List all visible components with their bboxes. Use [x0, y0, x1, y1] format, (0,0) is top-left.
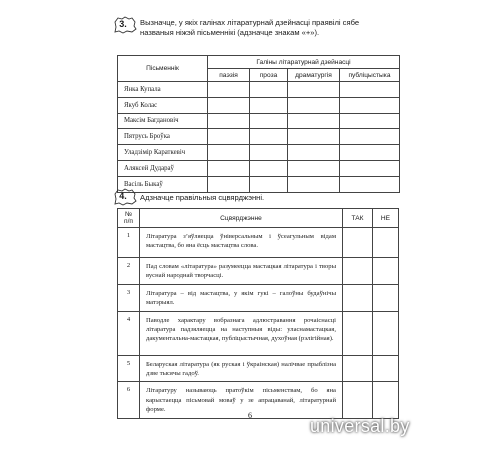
- table-row: [118, 82, 400, 98]
- answer-cell[interactable]: [250, 145, 288, 161]
- no-cell[interactable]: [373, 258, 399, 285]
- no-cell[interactable]: [373, 284, 399, 311]
- statement-text: Літаратуру называюць пратоўкім пісьменствам, бо яна карыстаецца пісьмовай моваў у зе апрацаванай, літаратурнай форме.: [140, 382, 343, 418]
- row-number: 2: [118, 258, 140, 285]
- answer-cell[interactable]: [250, 97, 288, 113]
- task3-header: [113, 16, 393, 37]
- page-number: 6: [248, 411, 252, 420]
- row-number: 6: [118, 382, 140, 418]
- answer-cell[interactable]: [288, 160, 340, 176]
- writer-name: Пятрусь Броўка: [118, 129, 208, 145]
- answer-cell[interactable]: [288, 129, 340, 145]
- table-row: [118, 228, 399, 258]
- no-cell[interactable]: [373, 311, 399, 355]
- writers-genres-table: [117, 55, 400, 193]
- answer-cell[interactable]: [340, 129, 400, 145]
- yes-cell[interactable]: [343, 311, 373, 355]
- col-prose: проза: [250, 69, 288, 82]
- table-row: [118, 258, 399, 285]
- row-number: 4: [118, 311, 140, 355]
- answer-cell[interactable]: [208, 97, 250, 113]
- no-cell[interactable]: [373, 228, 399, 258]
- task4-header: [113, 188, 393, 206]
- row-number: 3: [118, 284, 140, 311]
- yes-cell[interactable]: [343, 258, 373, 285]
- table-row: [118, 311, 399, 355]
- table-row: [118, 145, 400, 161]
- writer-name: Янка Купала: [118, 82, 208, 98]
- answer-cell[interactable]: [250, 113, 288, 129]
- answer-cell[interactable]: [250, 82, 288, 98]
- writer-name: Васіль Быкаў: [118, 176, 208, 192]
- answer-cell[interactable]: [250, 129, 288, 145]
- writer-name: Максім Багдановіч: [118, 113, 208, 129]
- task3-instruction: Вызначце, у якіх галінах літаратурнай дзейнасці праявілі сябе названыя ніжэй пісьменнікі (адзначце знакам «+»).: [140, 18, 360, 37]
- answer-cell[interactable]: [288, 82, 340, 98]
- table-row: [118, 160, 400, 176]
- task4-instruction: Адзначце правільныя сцвярджэнні.: [140, 193, 265, 202]
- yes-cell[interactable]: [343, 228, 373, 258]
- col-num-header: № п/п: [118, 209, 140, 228]
- answer-cell[interactable]: [288, 113, 340, 129]
- statement-text: Пад словам «літаратура» разумеецца мастацкая літаратура і творы вуснай народнай творчасці.: [140, 258, 343, 285]
- answer-cell[interactable]: [208, 129, 250, 145]
- table-row: [118, 284, 399, 311]
- answer-cell[interactable]: [340, 145, 400, 161]
- answer-cell[interactable]: [340, 113, 400, 129]
- statement-text: Літаратура – від мастацтва, у якім гукі – галоўны будаўнічы матэрыял.: [140, 284, 343, 311]
- answer-cell[interactable]: [288, 145, 340, 161]
- statements-table: [117, 208, 399, 419]
- col-group-header: Галіны літаратурнай дзейнасці: [208, 56, 400, 69]
- col-drama: драматургія: [288, 69, 340, 82]
- answer-cell[interactable]: [340, 160, 400, 176]
- task4-badge: [113, 188, 137, 206]
- answer-cell[interactable]: [208, 82, 250, 98]
- answer-cell[interactable]: [340, 82, 400, 98]
- answer-cell[interactable]: [250, 160, 288, 176]
- task3-badge: [113, 16, 137, 34]
- answer-cell[interactable]: [208, 145, 250, 161]
- col-poetry: паэзія: [208, 69, 250, 82]
- table-row: [118, 355, 399, 382]
- answer-cell[interactable]: [340, 97, 400, 113]
- row-number: 5: [118, 355, 140, 382]
- col-yes-header: ТАК: [343, 209, 373, 228]
- col-no-header: НЕ: [373, 209, 399, 228]
- col-writer-header: Пісьменнік: [118, 56, 208, 82]
- writer-name: Якуб Колас: [118, 97, 208, 113]
- col-publicism: публіцыстыка: [340, 69, 400, 82]
- table-row: [118, 129, 400, 145]
- no-cell[interactable]: [373, 355, 399, 382]
- answer-cell[interactable]: [208, 113, 250, 129]
- statement-text: Паводле характару вобразнага адлюстравання рочаіснасці літаратура падзяляецца на наступныя віды: уласнамастацкая, дакументальна-мастацкая, публіцыстычная, духоўная (рэлігійная).: [140, 311, 343, 355]
- task3-number: 3.: [119, 19, 127, 29]
- answer-cell[interactable]: [288, 97, 340, 113]
- task4-number: 4.: [119, 191, 127, 201]
- answer-cell[interactable]: [208, 160, 250, 176]
- yes-cell[interactable]: [343, 355, 373, 382]
- statement-text: Літаратура з’яўляецца ўніверсальным і ўсеагульным відам мастацтва, бо яна ёсць мастацтва слова.: [140, 228, 343, 258]
- row-number: 1: [118, 228, 140, 258]
- watermark: universal.by: [310, 416, 410, 436]
- table-row: [118, 97, 400, 113]
- writer-name: Уладзімір Караткевіч: [118, 145, 208, 161]
- yes-cell[interactable]: [343, 284, 373, 311]
- table-row: [118, 113, 400, 129]
- statement-text: Беларуская літаратура (як руская і ўкраінская) налічвае прыблізна дзве тысячы гадоў.: [140, 355, 343, 382]
- col-statement-header: Сцвярджэнне: [140, 209, 343, 228]
- writer-name: Аляксей Дудараў: [118, 160, 208, 176]
